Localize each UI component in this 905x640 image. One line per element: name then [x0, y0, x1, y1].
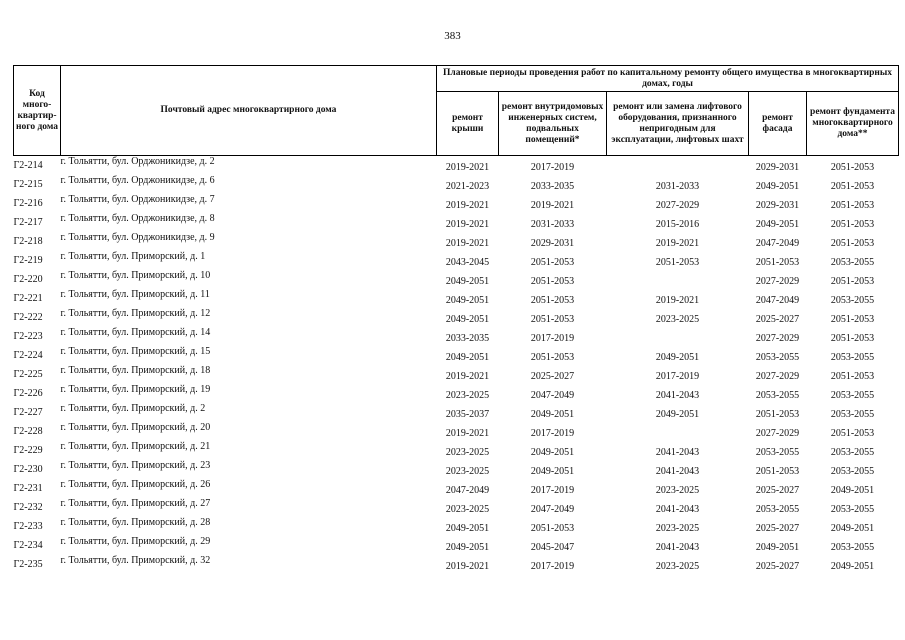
cell-roof: 2019-2021 — [445, 219, 490, 230]
cell-code: Г2-216 — [13, 198, 43, 209]
cell-elevator — [607, 272, 749, 291]
header-elevator: ремонт или замена лифтового оборудования, признанного непригодным для эксплуатации, лифтовых шахт — [607, 92, 749, 156]
cell-facade: 2047-2049 — [755, 295, 800, 306]
cell-address: г. Тольятти, бул. Приморский, д. 18 — [60, 365, 211, 376]
cell-foundation: 2053-2055 — [830, 409, 875, 420]
cell-address: г. Тольятти, бул. Орджоникидзе, д. 8 — [60, 213, 215, 224]
cell-engineering: 2019-2021 — [530, 200, 575, 211]
cell-facade: 2053-2055 — [755, 390, 800, 401]
cell-roof: 2049-2051 — [445, 542, 490, 553]
cell-facade: 2025-2027 — [755, 314, 800, 325]
cell-facade: 2053-2055 — [755, 447, 800, 458]
cell-engineering: 2017-2019 — [530, 428, 575, 439]
cell-code: Г2-234 — [13, 540, 43, 551]
cell-code: Г2-223 — [13, 331, 43, 342]
cell-roof: 2021-2023 — [445, 181, 490, 192]
cell-address: г. Тольятти, бул. Приморский, д. 32 — [60, 555, 211, 566]
cell-engineering: 2047-2049 — [530, 504, 575, 515]
cell-roof: 2049-2051 — [445, 295, 490, 306]
cell-engineering: 2051-2053 — [530, 295, 575, 306]
cell-elevator: 2041-2043 — [655, 504, 700, 515]
cell-address: г. Тольятти, бул. Приморский, д. 29 — [60, 536, 211, 547]
cell-code: Г2-229 — [13, 445, 43, 456]
header-code: Код много-квартир-ного дома — [14, 66, 61, 156]
cell-address: г. Тольятти, бул. Приморский, д. 14 — [60, 327, 211, 338]
cell-facade: 2047-2049 — [755, 238, 800, 249]
cell-roof: 2047-2049 — [445, 485, 490, 496]
cell-roof: 2023-2025 — [445, 447, 490, 458]
cell-code: Г2-233 — [13, 521, 43, 532]
cell-roof: 2019-2021 — [445, 162, 490, 173]
cell-engineering: 2051-2053 — [530, 257, 575, 268]
cell-foundation: 2053-2055 — [830, 504, 875, 515]
cell-code: Г2-221 — [13, 293, 43, 304]
cell-roof: 2023-2025 — [445, 466, 490, 477]
cell-code: Г2-225 — [13, 369, 43, 380]
cell-foundation: 2053-2055 — [830, 447, 875, 458]
cell-foundation: 2053-2055 — [830, 542, 875, 553]
cell-address: г. Тольятти, бул. Приморский, д. 27 — [60, 498, 211, 509]
cell-address: г. Тольятти, бул. Приморский, д. 26 — [60, 479, 211, 490]
cell-roof: 2049-2051 — [445, 276, 490, 287]
cell-elevator: 2031-2033 — [655, 181, 700, 192]
cell-foundation: 2051-2053 — [830, 276, 875, 287]
cell-address: г. Тольятти, бул. Приморский, д. 23 — [60, 460, 211, 471]
cell-code: Г2-214 — [13, 160, 43, 171]
cell-roof: 2049-2051 — [445, 352, 490, 363]
cell-elevator — [607, 158, 749, 178]
cell-foundation: 2051-2053 — [830, 181, 875, 192]
cell-code: Г2-232 — [13, 502, 43, 513]
cell-foundation: 2051-2053 — [830, 219, 875, 230]
cell-elevator: 2023-2025 — [655, 561, 700, 572]
cell-engineering: 2017-2019 — [530, 561, 575, 572]
cell-foundation: 2053-2055 — [830, 466, 875, 477]
cell-elevator — [607, 424, 749, 443]
cell-code: Г2-217 — [13, 217, 43, 228]
cell-foundation: 2053-2055 — [830, 352, 875, 363]
cell-elevator: 2023-2025 — [655, 523, 700, 534]
cell-engineering: 2051-2053 — [530, 352, 575, 363]
cell-code: Г2-227 — [13, 407, 43, 418]
cell-roof: 2019-2021 — [445, 371, 490, 382]
cell-address: г. Тольятти, бул. Приморский, д. 20 — [60, 422, 211, 433]
cell-code: Г2-220 — [13, 274, 43, 285]
cell-facade: 2027-2029 — [755, 371, 800, 382]
cell-roof: 2023-2025 — [445, 504, 490, 515]
cell-facade: 2029-2031 — [755, 162, 800, 173]
cell-elevator — [607, 329, 749, 348]
cell-facade: 2053-2055 — [755, 352, 800, 363]
cell-address: г. Тольятти, бул. Приморский, д. 15 — [60, 346, 211, 357]
cell-facade: 2025-2027 — [755, 523, 800, 534]
cell-foundation: 2053-2055 — [830, 390, 875, 401]
cell-facade: 2025-2027 — [755, 485, 800, 496]
cell-elevator: 2017-2019 — [655, 371, 700, 382]
cell-code: Г2-230 — [13, 464, 43, 475]
cell-foundation: 2049-2051 — [830, 523, 875, 534]
cell-foundation: 2051-2053 — [830, 162, 875, 173]
header-engineering: ремонт внутридомовых инженерных систем, подвальных помещений* — [499, 92, 607, 156]
header-facade: ремонт фасада — [749, 92, 807, 156]
cell-roof: 2019-2021 — [445, 200, 490, 211]
cell-code: Г2-228 — [13, 426, 43, 437]
cell-code: Г2-218 — [13, 236, 43, 247]
cell-engineering: 2051-2053 — [530, 523, 575, 534]
cell-code: Г2-224 — [13, 350, 43, 361]
cell-elevator: 2019-2021 — [655, 295, 700, 306]
cell-engineering: 2049-2051 — [530, 409, 575, 420]
cell-foundation: 2049-2051 — [830, 561, 875, 572]
cell-elevator: 2041-2043 — [655, 447, 700, 458]
cell-code: Г2-222 — [13, 312, 43, 323]
cell-elevator: 2049-2051 — [655, 352, 700, 363]
cell-elevator: 2041-2043 — [655, 542, 700, 553]
cell-address: г. Тольятти, бул. Приморский, д. 10 — [60, 270, 211, 281]
cell-code: Г2-231 — [13, 483, 43, 494]
cell-elevator: 2051-2053 — [655, 257, 700, 268]
cell-facade: 2053-2055 — [755, 504, 800, 515]
cell-address: г. Тольятти, бул. Приморский, д. 12 — [60, 308, 211, 319]
cell-elevator: 2041-2043 — [655, 390, 700, 401]
page-number: 383 — [444, 30, 461, 42]
cell-engineering: 2017-2019 — [530, 485, 575, 496]
cell-address: г. Тольятти, бул. Приморский, д. 1 — [60, 251, 206, 262]
cell-facade: 2029-2031 — [755, 200, 800, 211]
cell-foundation: 2053-2055 — [830, 295, 875, 306]
cell-roof: 2023-2025 — [445, 390, 490, 401]
cell-facade: 2051-2053 — [755, 466, 800, 477]
cell-roof: 2019-2021 — [445, 561, 490, 572]
cell-roof: 2049-2051 — [445, 314, 490, 325]
cell-engineering: 2017-2019 — [530, 162, 575, 173]
cell-foundation: 2051-2053 — [830, 200, 875, 211]
cell-facade: 2051-2053 — [755, 409, 800, 420]
cell-facade: 2027-2029 — [755, 428, 800, 439]
cell-address: г. Тольятти, бул. Приморский, д. 11 — [60, 289, 210, 300]
cell-address: г. Тольятти, бул. Орджоникидзе, д. 2 — [60, 156, 215, 167]
cell-foundation: 2051-2053 — [830, 371, 875, 382]
cell-engineering: 2049-2051 — [530, 447, 575, 458]
cell-facade: 2049-2051 — [755, 219, 800, 230]
cell-engineering: 2047-2049 — [530, 390, 575, 401]
cell-address: г. Тольятти, бул. Приморский, д. 21 — [60, 441, 211, 452]
cell-facade: 2051-2053 — [755, 257, 800, 268]
cell-facade: 2027-2029 — [755, 276, 800, 287]
cell-roof: 2043-2045 — [445, 257, 490, 268]
cell-address: г. Тольятти, бул. Приморский, д. 28 — [60, 517, 211, 528]
cell-code: Г2-235 — [13, 559, 43, 570]
cell-engineering: 2025-2027 — [530, 371, 575, 382]
cell-elevator: 2023-2025 — [655, 314, 700, 325]
cell-code: Г2-226 — [13, 388, 43, 399]
cell-code: Г2-215 — [13, 179, 43, 190]
cell-engineering: 2049-2051 — [530, 466, 575, 477]
cell-roof: 2035-2037 — [445, 409, 490, 420]
header-foundation: ремонт фундамента многоквартирного дома** — [807, 92, 899, 156]
table-body — [14, 156, 899, 575]
cell-engineering: 2045-2047 — [530, 542, 575, 553]
cell-foundation: 2051-2053 — [830, 238, 875, 249]
cell-roof: 2049-2051 — [445, 523, 490, 534]
cell-elevator: 2015-2016 — [655, 219, 700, 230]
cell-roof: 2019-2021 — [445, 428, 490, 439]
cell-address: г. Тольятти, бул. Орджоникидзе, д. 9 — [60, 232, 215, 243]
cell-facade: 2049-2051 — [755, 181, 800, 192]
cell-elevator: 2023-2025 — [655, 485, 700, 496]
cell-address: г. Тольятти, бул. Приморский, д. 2 — [60, 403, 206, 414]
cell-facade: 2025-2027 — [755, 561, 800, 572]
cell-foundation: 2051-2053 — [830, 333, 875, 344]
cell-elevator: 2049-2051 — [655, 409, 700, 420]
cell-engineering: 2017-2019 — [530, 333, 575, 344]
cell-elevator: 2041-2043 — [655, 466, 700, 477]
capital-repair-table — [13, 65, 899, 574]
cell-elevator: 2027-2029 — [655, 200, 700, 211]
cell-address: г. Тольятти, бул. Орджоникидзе, д. 6 — [60, 175, 215, 186]
cell-foundation: 2051-2053 — [830, 314, 875, 325]
header-roof: ремонт крыши — [437, 92, 499, 156]
cell-facade: 2049-2051 — [755, 542, 800, 553]
cell-roof: 2019-2021 — [445, 238, 490, 249]
cell-engineering: 2051-2053 — [530, 276, 575, 287]
header-periods-group: Плановые периоды проведения работ по капитальному ремонту общего имущества в многоквартирных домах, годы — [437, 66, 899, 92]
cell-address: г. Тольятти, бул. Приморский, д. 19 — [60, 384, 211, 395]
cell-facade: 2027-2029 — [755, 333, 800, 344]
cell-foundation: 2051-2053 — [830, 428, 875, 439]
cell-address: г. Тольятти, бул. Орджоникидзе, д. 7 — [60, 194, 215, 205]
cell-foundation: 2053-2055 — [830, 257, 875, 268]
table-row — [14, 555, 899, 574]
cell-foundation: 2049-2051 — [830, 485, 875, 496]
cell-elevator: 2019-2021 — [655, 238, 700, 249]
header-address: Почтовый адрес многоквартирного дома — [61, 66, 437, 156]
cell-engineering: 2029-2031 — [530, 238, 575, 249]
cell-roof: 2033-2035 — [445, 333, 490, 344]
cell-code: Г2-219 — [13, 255, 43, 266]
cell-engineering: 2051-2053 — [530, 314, 575, 325]
cell-engineering: 2033-2035 — [530, 181, 575, 192]
cell-engineering: 2031-2033 — [530, 219, 575, 230]
